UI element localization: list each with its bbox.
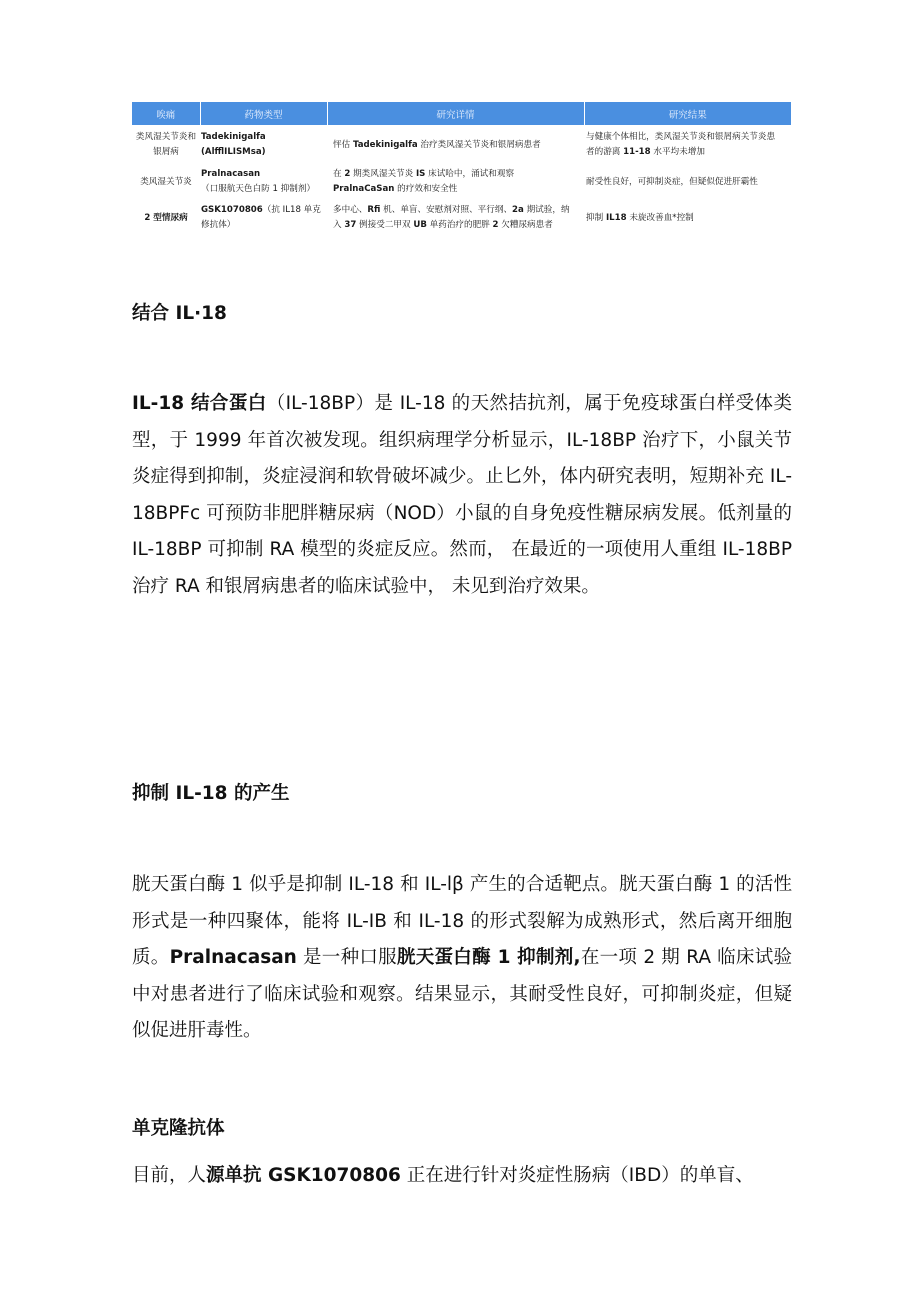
table-row <box>132 125 791 165</box>
table-header-row <box>132 102 791 125</box>
table-cell-drug <box>200 165 327 199</box>
table-cell-disease: 2 型情尿病 <box>144 212 188 223</box>
section-heading-il18-binding: 结合 IL·18 <box>132 303 227 324</box>
section-heading-monoclonal: 单克隆抗体 <box>132 1118 225 1139</box>
table-row <box>132 199 791 237</box>
section-heading-inhibit-production: 抑制 IL-18 的产生 <box>132 783 290 804</box>
table-cell-drug <box>200 125 327 165</box>
drug-table <box>132 102 791 237</box>
table-row <box>132 165 791 199</box>
drug-sub: （抗 IL18 单克修抗体） <box>201 205 321 230</box>
table-header-study-result: 研究结果 <box>584 102 791 125</box>
drug-name: GSK1070806 <box>201 205 263 215</box>
table-cell-disease: 类风湿关节炎和银屑病 <box>135 132 197 157</box>
table-cell-drug <box>200 199 327 237</box>
table-header-drug-type: 药物类型 <box>200 102 327 125</box>
drug-sub: (AlfflILISMsa) <box>201 147 266 157</box>
paragraph-gsk: 目前，人源单抗 GSK1070806 正在进行针对炎症性肠病（IBD）的单盲、 <box>132 1165 754 1186</box>
table-cell-detail: 怦估 Tadekinigalfa 治疗类风湿关节炎和银屑病患者 <box>333 139 541 150</box>
drug-name: Tadekinigalfa <box>201 132 266 142</box>
table-header-study-detail: 研究详情 <box>327 102 584 125</box>
table-cell-result: 抑制 IL18 未旋改善血*控制 <box>586 212 694 223</box>
drug-sub: （口服航天色白防 1 抑制剂） <box>201 184 316 194</box>
table-cell-result: 与健康个体相比，类风湿关节炎和银屑病关节炎患 者的游离 11-18 水平均未增加 <box>586 132 776 157</box>
drug-name: Pralnacasan <box>201 169 261 179</box>
table-cell-detail: 多中心、Rfi 机、单盲、安慰剂对照、平行纲、2a 期试验，纳 入 37 例接受二甲双 UB 单药治疗的肥胖 2 欠糟尿病患者 <box>333 205 570 230</box>
paragraph-il18bp: IL-18 结合蛋白（IL-18BP）是 IL-18 的天然拮抗剂，属于免疫球蛋白样受体类型，于 1999 年首次被发现。组织病理学分析显示，IL-18BP 治疗下，小鼠关节炎症得到抑制，炎症浸润和软骨破坏减少。止匕外，体内研究表明，短期补充 IL-18BPFc 可预防非肥胖糖尿病（NOD）小鼠的自身免疫性糖尿病发展。低剂量的 IL-18BP 可抑制 RA 模型的炎症反应。然而， 在最近的一项使用人重组 IL-18BP 治疗 RA 和银屑病患者的临床试验中， 未见到治疗效果。 <box>132 393 792 597</box>
table-cell-detail: 在 2 期类风湿关节炎 IS 床试哈中，涌试和观察 PralnaCaSan 的疗效和安全性 <box>333 169 515 194</box>
bold-lead: IL-18 结合蛋白 <box>132 393 267 414</box>
table-cell-result: 耐受性良好，可抑制炎症，但疑似促进肝霸性 <box>586 176 758 187</box>
table-header-disease: 唉痛 <box>132 102 200 125</box>
paragraph-caspase: 胱天蛋白酶 1 似乎是抑制 IL-18 和 IL-lβ 产生的合适靶点。胱天蛋白酶 1 的活性形式是一种四聚体，能将 IL-IB 和 IL-18 的形式裂解为成熟形式，然后离开细胞质。Pralnacasan 是一种口服胱天蛋白酶 1 抑制剂,在一项 2 期 RA 临床试验中对患者进行了临床试验和观察。结果显示，其耐受性良好，可抑制炎症，但疑似促进肝毒性。 <box>132 874 792 1041</box>
table-cell-disease: 类风湿关节炎 <box>140 176 192 187</box>
